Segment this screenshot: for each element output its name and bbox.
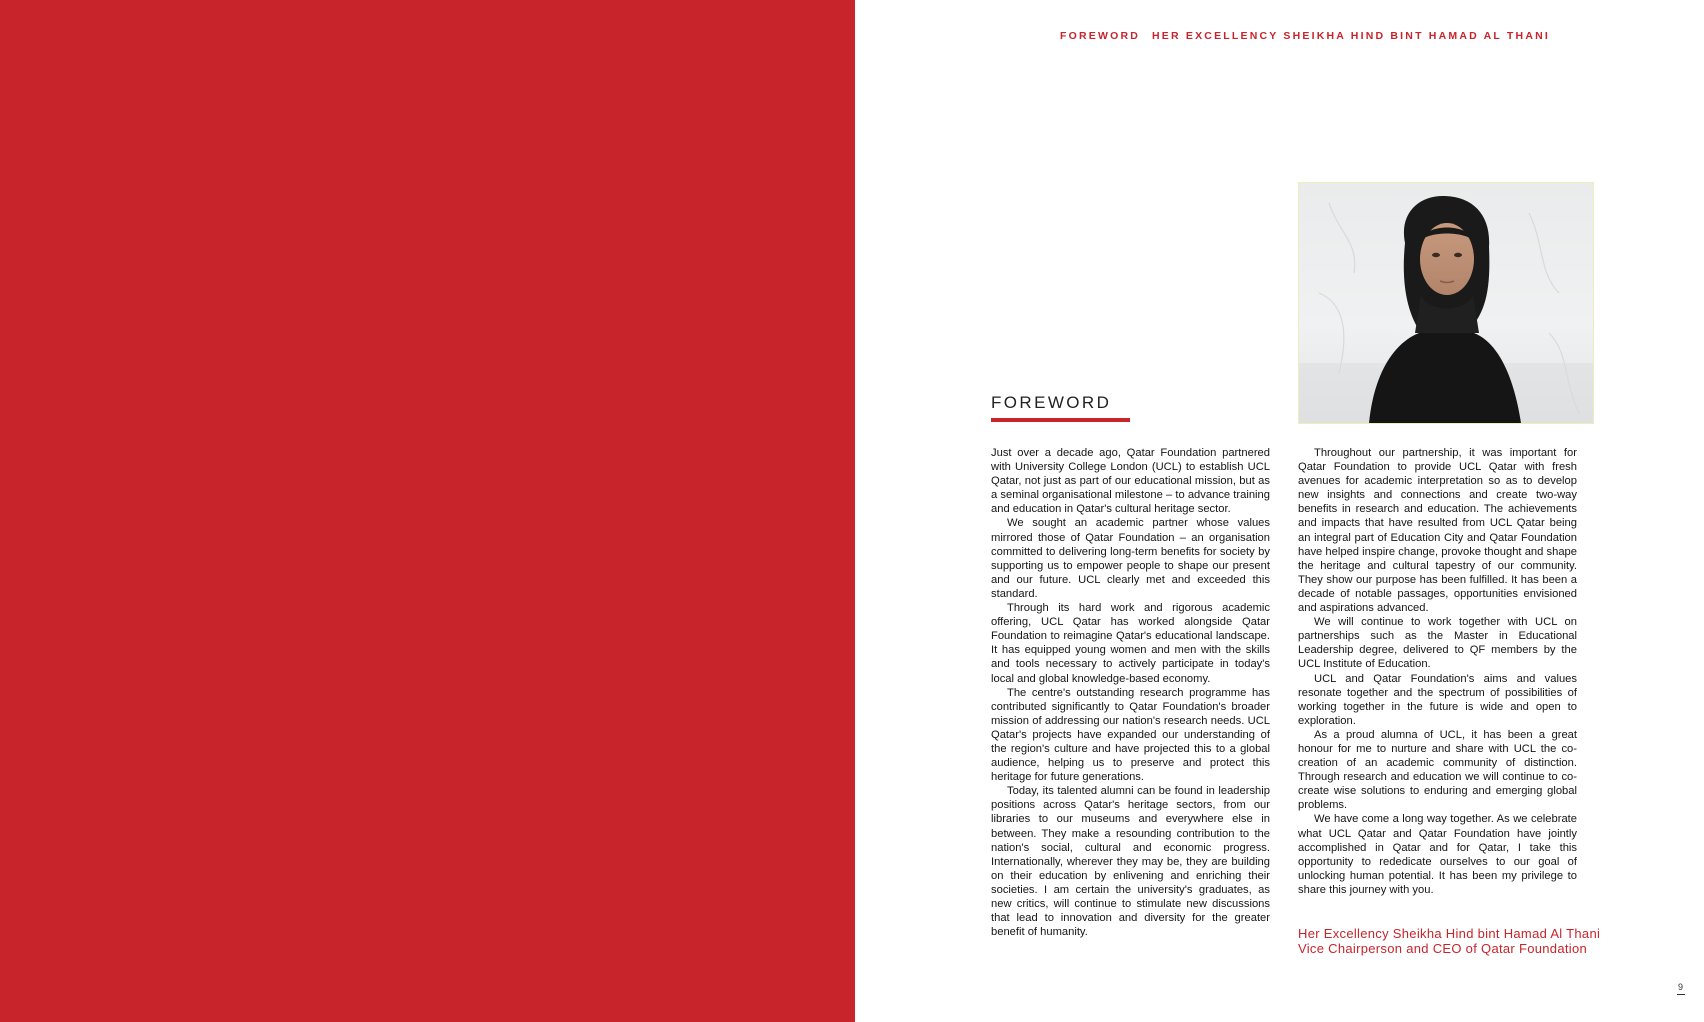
running-header-author: HER EXCELLENCY SHEIKHA HIND BINT HAMAD AL THANI xyxy=(1152,30,1551,42)
running-header xyxy=(1060,30,1550,42)
portrait-photo-icon xyxy=(1298,182,1594,424)
paragraph: As a proud alumna of UCL, it has been a great honour for me to nurture and share with UCL the co-creation of an academic community of distinction. Through research and education we will continue to co-create wise solutions to enduring and emerging global problems. xyxy=(1298,728,1577,812)
page-title: FOREWORD xyxy=(991,393,1112,412)
title-underline xyxy=(991,418,1130,422)
page-number-rule xyxy=(1677,994,1685,995)
paragraph: The centre's outstanding research programme has contributed significantly to Qatar Foundation's broader mission of addressing our nation's research needs. UCL Qatar's projects have expanded our understanding of the region's culture and have projected this to a global audience, helping us to preserve and protect this heritage for future generations. xyxy=(991,686,1270,784)
page-number: 9 xyxy=(1678,982,1684,992)
paragraph: We sought an academic partner whose values mirrored those of Qatar Foundation – an organisation committed to delivering long-term benefits for society by supporting us to empower people to shape our present and our future. UCL clearly met and exceeded this standard. xyxy=(991,517,1270,600)
paragraph: We have come a long way together. As we celebrate what UCL Qatar and Qatar Foundation have jointly accomplished in Qatar and for Qatar, I take this opportunity to rededicate ourselves to our goal of unlocking human potential. It has been my privilege to share this journey with you. xyxy=(1298,813,1577,896)
paragraph: UCL and Qatar Foundation's aims and values resonate together and the spectrum of possibilities of working together in the future is wide and open to exploration. xyxy=(1298,672,1577,727)
signature-name: Her Excellency Sheikha Hind bint Hamad Al Thani xyxy=(1298,926,1601,941)
signature-role: Vice Chairperson and CEO of Qatar Foundation xyxy=(1298,941,1588,956)
paragraph: Throughout our partnership, it was important for Qatar Foundation to provide UCL Qatar with fresh avenues for academic interpretation so as to develop new insights and connections and create two-way benefits in research and education. The achievements and impacts that have resulted from UCL Qatar being an integral part of Education City and Qatar Foundation have helped inspire change, provoke thought and shape the heritage and cultural tapestry of our community. They show our purpose has been fulfilled. It has been a decade of notable passages, opportunities envisioned and aspirations advanced. xyxy=(1298,447,1577,615)
running-header-section: FOREWORD xyxy=(1060,30,1141,42)
signature-block xyxy=(1298,926,1678,956)
paragraph: Just over a decade ago, Qatar Foundation partnered with University College London (UCL) to establish UCL Qatar, not just as part of our educational mission, but as a seminal organisational milestone – to advance training and education in Qatar's cultural heritage sector. xyxy=(991,447,1270,516)
paragraph: Through its hard work and rigorous academic offering, UCL Qatar has worked alongside Qatar Foundation to reimagine Qatar's educational landscape. It has equipped young women and men with the skills and tools necessary to actively participate in today's local and global knowledge-based economy. xyxy=(991,602,1270,685)
body-column-right xyxy=(1298,446,1577,897)
paragraph: Today, its talented alumni can be found in leadership positions across Qatar's heritage sectors, from our libraries to our museums and everywhere else in between. They make a resounding contribution to the nation's social, cultural and economic progress. Internationally, wherever they may be, they are building on their education by enlivening and enriching their societies. I am certain the university's graduates, as new critics, will continue to stimulate new discussions that lead to innovation and diversity for the greater benefit of humanity. xyxy=(991,785,1270,939)
body-column-left xyxy=(991,446,1270,939)
paragraph: We will continue to work together with UCL on partnerships such as the Master in Educational Leadership degree, delivered to QF members by the UCL Institute of Education. xyxy=(1298,616,1577,671)
